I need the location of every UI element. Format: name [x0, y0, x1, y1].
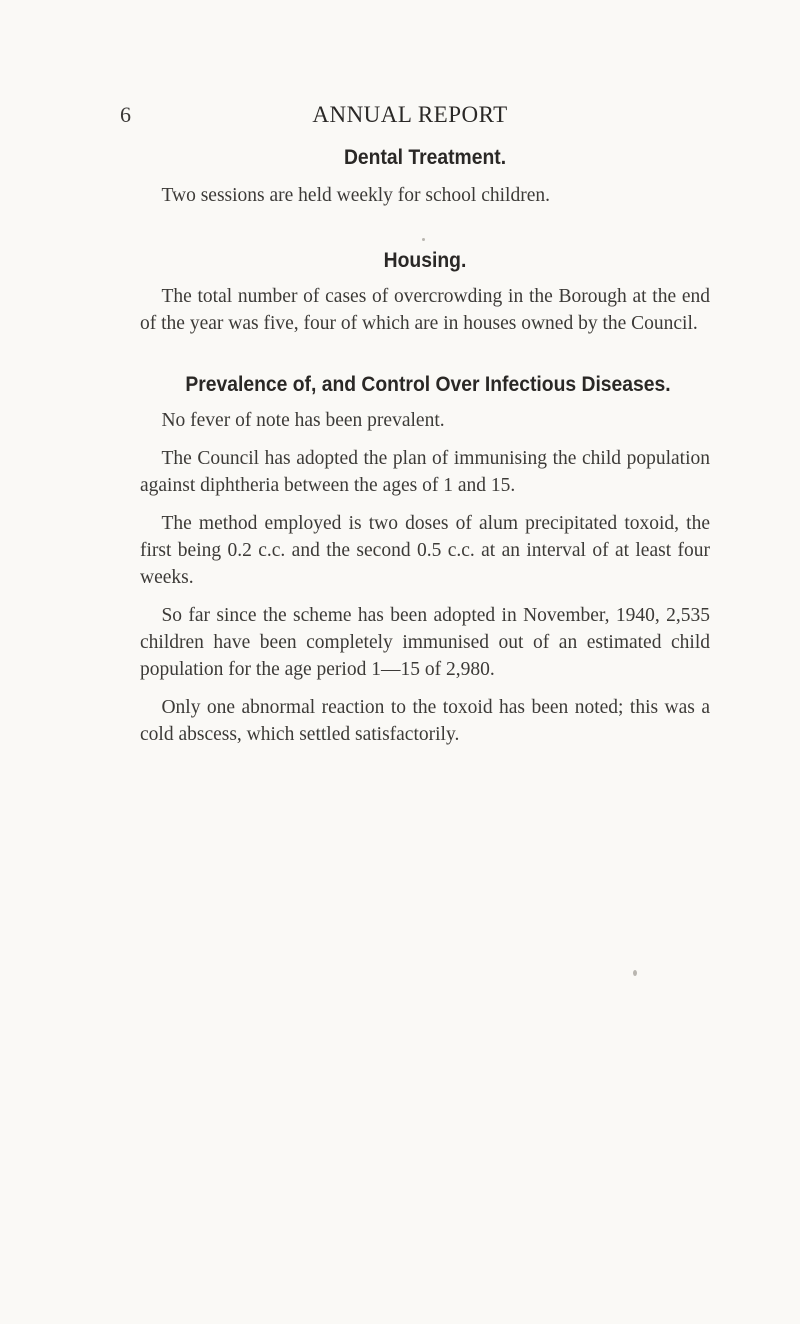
- infectious-paragraph-1: No fever of note has been prevalent.: [161, 410, 445, 431]
- page-number: 6: [120, 102, 131, 127]
- housing-heading: Housing.: [383, 249, 467, 272]
- page-content: [140, 138, 710, 759]
- infectious-paragraph-5: Only one abnormal reaction to the toxoid has been noted; this was a cold abscess, which settled satisfactorily.: [140, 697, 710, 745]
- paper-speck: [422, 238, 425, 241]
- dental-paragraph-1: Two sessions are held weekly for school children.: [161, 185, 550, 206]
- dental-treatment-heading: Dental Treatment.: [343, 146, 507, 169]
- infectious-paragraph-4: So far since the scheme has been adopted in November, 1940, 2,535 children have been completely immunised out of an estimated child population for the age period 1—15 of 2,980.: [140, 605, 710, 680]
- running-header: [120, 102, 700, 132]
- infectious-paragraph-2: The Council has adopted the plan of immunising the child population against diphtheria between the ages of 1 and 15.: [140, 448, 710, 496]
- infectious-paragraph-3: The method employed is two doses of alum precipitated toxoid, the first being 0.2 c.c. and the second 0.5 c.c. at an interval of at least four weeks.: [140, 513, 710, 588]
- paper-speck: [633, 970, 637, 976]
- infectious-diseases-heading: Prevalence of, and Control Over Infectious Diseases.: [185, 373, 671, 396]
- report-title: ANNUAL REPORT: [312, 102, 508, 127]
- housing-paragraph-1: The total number of cases of overcrowding in the Borough at the end of the year was five, four of which are in houses owned by the Council.: [140, 286, 710, 334]
